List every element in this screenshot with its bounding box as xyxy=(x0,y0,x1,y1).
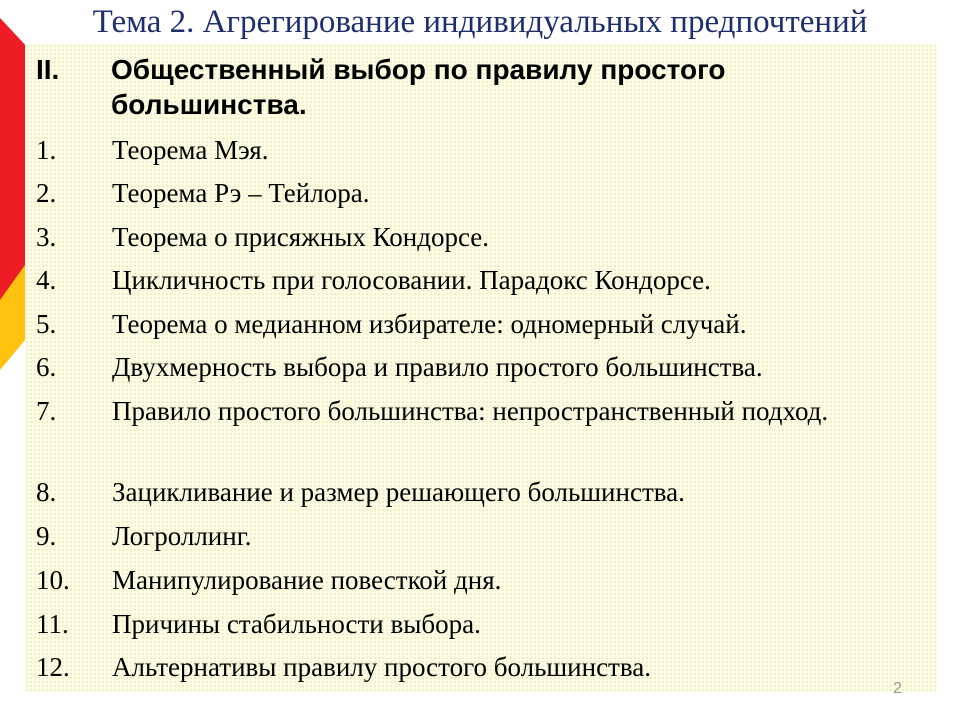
list-item-text: Теорема о присяжных Кондорсе. xyxy=(112,222,490,252)
list-item-text: Цикличность при голосовании. Парадокс Кондорсе. xyxy=(112,265,711,295)
list-item-text: Причины стабильности выбора. xyxy=(112,609,481,639)
list-item-number: 5. xyxy=(36,309,57,339)
list-item-number: 12. xyxy=(36,652,70,682)
list-item-text: Зацикливание и размер решающего большинства. xyxy=(112,477,685,507)
list-item-text: Теорема о медианном избирателе: одномерный случай. xyxy=(112,309,747,339)
slide-title: Тема 2. Агрегирование индивидуальных предпочтений xyxy=(92,4,868,40)
list-item-text: Двухмерность выбора и правило простого большинства. xyxy=(112,352,763,382)
list-item-number: 11. xyxy=(36,609,69,639)
list-item-number: 10. xyxy=(36,565,70,595)
list-item-text: Логроллинг. xyxy=(112,521,252,551)
list-item-number: 8. xyxy=(36,477,57,507)
section-title: Общественный выбор по правилу простого большинства. xyxy=(111,54,726,120)
list-item-number: 2. xyxy=(36,178,57,208)
list-item-text: Альтернативы правилу простого большинства. xyxy=(112,652,651,682)
list-item-number: 6. xyxy=(36,352,57,382)
list-item-text: Манипулирование повесткой дня. xyxy=(112,565,502,595)
list-item-text: Правило простого большинства: непространственный подход. xyxy=(112,396,829,426)
list-item-number: 4. xyxy=(36,265,57,295)
list-item-number: 7. xyxy=(36,396,57,426)
section-number: II. xyxy=(36,54,60,85)
page-number: 2 xyxy=(893,680,902,697)
list-item-number: 9. xyxy=(36,521,57,551)
list-item-number: 3. xyxy=(36,222,57,252)
list-item-text: Теорема Рэ – Тейлора. xyxy=(112,178,370,208)
list-item-number: 1. xyxy=(36,135,57,165)
list-item-text: Теорема Мэя. xyxy=(112,135,269,165)
